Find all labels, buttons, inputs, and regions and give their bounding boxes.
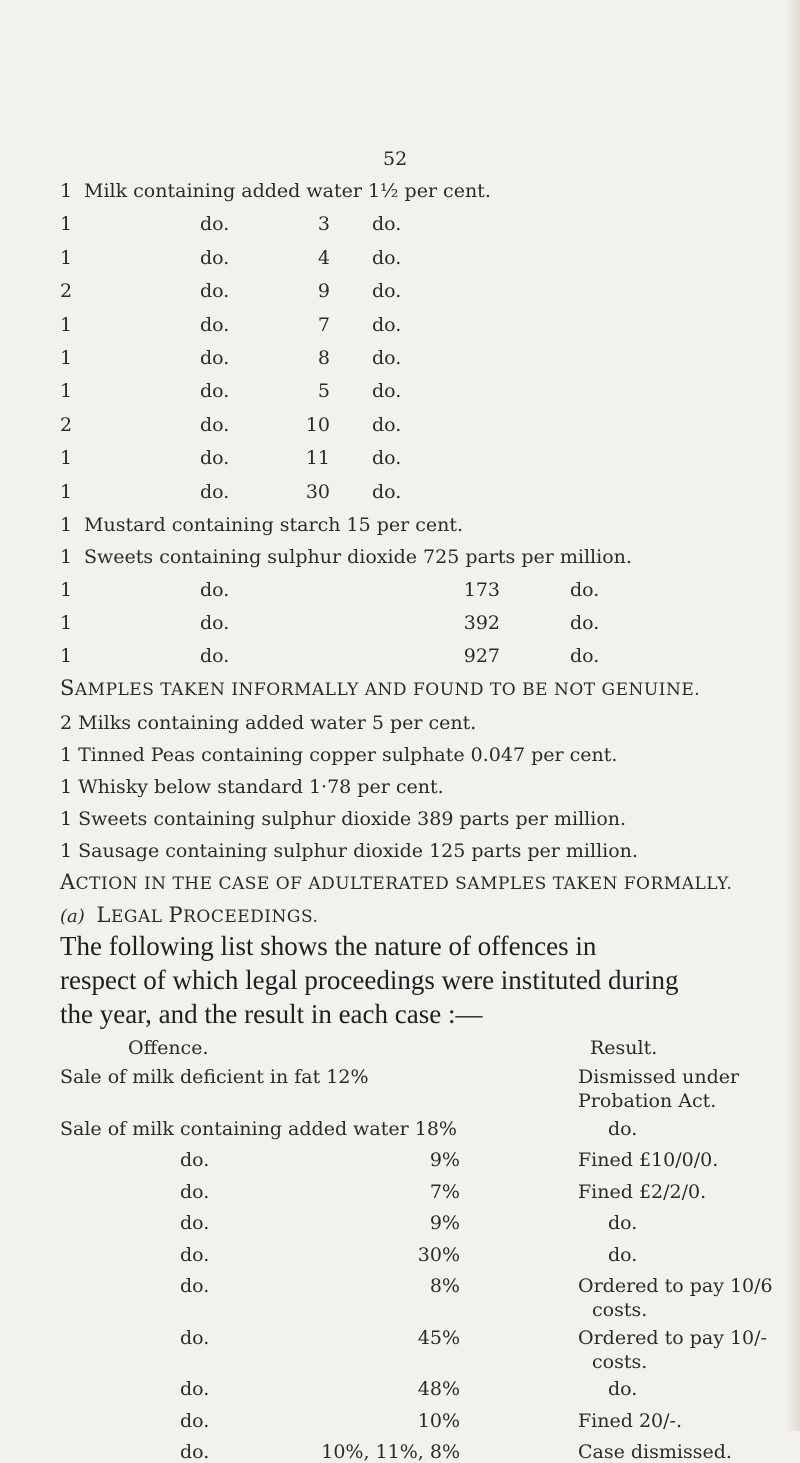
offence-row-7-result-2: costs. xyxy=(592,1299,648,1321)
formal-row-8-item: do. xyxy=(200,413,230,436)
offence-row-1-offence: Sale of milk deficient in fat 12% xyxy=(60,1066,369,1088)
offence-header: Offence. xyxy=(128,1037,209,1059)
formal-row-7-value: 5 xyxy=(317,380,330,403)
offence-row-8-offence: do. xyxy=(180,1327,210,1349)
formal-row-10-value: 30 xyxy=(305,480,330,503)
offence-row-1-result-1: Dismissed under xyxy=(578,1066,740,1088)
formal-row-10-unit: do. xyxy=(372,480,402,503)
intro-line-3: the year, and the result in each case :— xyxy=(60,999,483,1029)
intro-line-1: The following list shows the nature of offences in xyxy=(60,931,597,961)
sweets-row-2-item: do. xyxy=(200,579,230,601)
formal-row-7-unit: do. xyxy=(372,380,402,403)
formal-row-3-value: 4 xyxy=(317,246,330,269)
offence-row-5-percent: 9% xyxy=(429,1212,460,1234)
offence-row-3-percent: 9% xyxy=(429,1149,460,1171)
formal-row-1-value: 1½ xyxy=(367,180,399,202)
formal-row-8-value: 10 xyxy=(305,413,330,436)
formal-row-1-label: Milk containing added water xyxy=(84,180,362,202)
legal-heading-label: (a) xyxy=(60,906,85,927)
sweets-row-item: Sweets containing sulphur dioxide 725 parts per million. xyxy=(84,546,632,568)
mustard-row-count: 1 xyxy=(60,514,73,536)
offence-row-9-offence: do. xyxy=(180,1378,210,1400)
offence-row-8-percent: 45% xyxy=(417,1327,460,1349)
offence-row-3-result-1: Fined £10/0/0. xyxy=(578,1149,719,1171)
page-edge-shadow xyxy=(786,0,800,1431)
offence-row-10-percent: 10% xyxy=(417,1410,460,1432)
formal-row-2-item: do. xyxy=(200,213,230,236)
informal-item-3: 1 Whisky below standard 1·78 per cent. xyxy=(60,776,444,798)
formal-row-4-unit: do. xyxy=(372,280,402,303)
sweets-row-3-count: 1 xyxy=(60,612,73,634)
formal-row-8-count: 2 xyxy=(60,413,73,436)
sweets-row-2-count: 1 xyxy=(60,579,73,601)
formal-row-2-value: 3 xyxy=(317,213,330,236)
offence-row-3-offence: do. xyxy=(180,1149,210,1171)
formal-row-9-value: 11 xyxy=(305,447,330,470)
sweets-row-4-count: 1 xyxy=(60,645,73,667)
offence-row-10-offence: do. xyxy=(180,1410,210,1432)
sweets-row-count: 1 xyxy=(60,546,73,568)
offence-row-6-percent: 30% xyxy=(417,1244,460,1266)
legal-heading-row xyxy=(60,903,318,927)
formal-row-4-value: 9 xyxy=(317,280,330,303)
mustard-row-item: Mustard containing starch 15 per cent. xyxy=(84,514,464,536)
formal-row-6-unit: do. xyxy=(372,347,402,369)
sweets-row-4-item: do. xyxy=(200,645,230,667)
offence-row-2-result-1: do. xyxy=(608,1118,638,1140)
offence-row-5-offence: do. xyxy=(180,1212,210,1234)
sweets-row-3-item: do. xyxy=(200,612,230,634)
formal-row-9-unit: do. xyxy=(372,447,402,470)
offence-row-5-result-1: do. xyxy=(608,1212,638,1234)
formal-row-9-item: do. xyxy=(200,447,230,470)
sweets-row-4-unit: do. xyxy=(570,645,600,667)
offence-row-11-result-1: Case dismissed. xyxy=(578,1441,732,1463)
offence-row-6-offence: do. xyxy=(180,1244,210,1266)
formal-row-10-item: do. xyxy=(200,480,230,503)
offence-row-10-result-1: Fined 20/-. xyxy=(578,1410,682,1432)
action-heading: ACTION IN THE CASE OF ADULTERATED SAMPLES TAKEN FORMALLY. xyxy=(60,870,733,894)
offence-row-7-result-1: Ordered to pay 10/6 xyxy=(578,1275,773,1297)
offence-row-9-percent: 48% xyxy=(417,1378,460,1400)
offence-row-9-result-1: do. xyxy=(608,1378,638,1400)
formal-row-7-item: do. xyxy=(200,380,230,403)
formal-row-4-count: 2 xyxy=(60,280,73,303)
formal-row-6-value: 8 xyxy=(317,347,330,369)
formal-row-6-count: 1 xyxy=(60,347,73,369)
page-number: 52 xyxy=(383,148,408,170)
formal-row-1-unit: per cent. xyxy=(404,180,491,202)
sweets-row-2-value: 173 xyxy=(463,579,500,601)
offence-row-6-result-1: do. xyxy=(608,1244,638,1266)
intro-line-2: respect of which legal proceedings were instituted during xyxy=(60,965,679,995)
sweets-row-3-value: 392 xyxy=(463,612,500,634)
offence-row-8-result-1: Ordered to pay 10/- xyxy=(578,1327,767,1349)
formal-row-5-unit: do. xyxy=(372,313,402,336)
informal-item-5: 1 Sausage containing sulphur dioxide 125 parts per million. xyxy=(60,840,638,862)
formal-row-3-item: do. xyxy=(200,246,230,269)
formal-row-1-count: 1 xyxy=(60,180,73,202)
result-header: Result. xyxy=(590,1037,658,1059)
offence-row-7-offence: do. xyxy=(180,1275,210,1297)
formal-row-1-item xyxy=(84,180,491,202)
formal-row-10-count: 1 xyxy=(60,480,73,503)
formal-row-9-count: 1 xyxy=(60,447,73,470)
informal-item-2: 1 Tinned Peas containing copper sulphate 0.047 per cent. xyxy=(60,744,618,766)
offence-row-1-result-2: Probation Act. xyxy=(578,1090,717,1112)
formal-row-7-count: 1 xyxy=(60,380,73,403)
formal-row-2-count: 1 xyxy=(60,213,73,236)
offence-row-4-offence: do. xyxy=(180,1181,210,1203)
informal-item-4: 1 Sweets containing sulphur dioxide 389 parts per million. xyxy=(60,808,627,830)
formal-row-4-item: do. xyxy=(200,280,230,303)
sweets-row-3-unit: do. xyxy=(570,612,600,634)
offence-row-11-offence: do. xyxy=(180,1441,210,1463)
formal-row-8-unit: do. xyxy=(372,413,402,436)
formal-row-3-unit: do. xyxy=(372,246,402,269)
offence-row-7-percent: 8% xyxy=(429,1275,460,1297)
informal-heading: SAMPLES TAKEN INFORMALLY AND FOUND TO BE NOT GENUINE. xyxy=(60,676,701,700)
formal-row-6-item: do. xyxy=(200,347,230,369)
formal-row-5-count: 1 xyxy=(60,313,73,336)
offence-row-11-percent: 10%, 11%, 8% xyxy=(321,1441,460,1463)
informal-item-1: 2 Milks containing added water 5 per cent. xyxy=(60,712,477,734)
offence-row-8-result-2: costs. xyxy=(592,1351,648,1373)
sweets-row-2-unit: do. xyxy=(570,579,600,601)
formal-row-5-item: do. xyxy=(200,313,230,336)
formal-row-2-unit: do. xyxy=(372,213,402,236)
formal-row-5-value: 7 xyxy=(317,313,330,336)
legal-heading: LEGAL PROCEEDINGS. xyxy=(96,903,319,927)
offence-row-4-result-1: Fined £2/2/0. xyxy=(578,1181,707,1203)
offence-row-4-percent: 7% xyxy=(429,1181,460,1203)
sweets-row-4-value: 927 xyxy=(463,645,500,667)
formal-row-3-count: 1 xyxy=(60,246,73,269)
offence-row-2-offence: Sale of milk containing added water 18% xyxy=(60,1118,457,1140)
